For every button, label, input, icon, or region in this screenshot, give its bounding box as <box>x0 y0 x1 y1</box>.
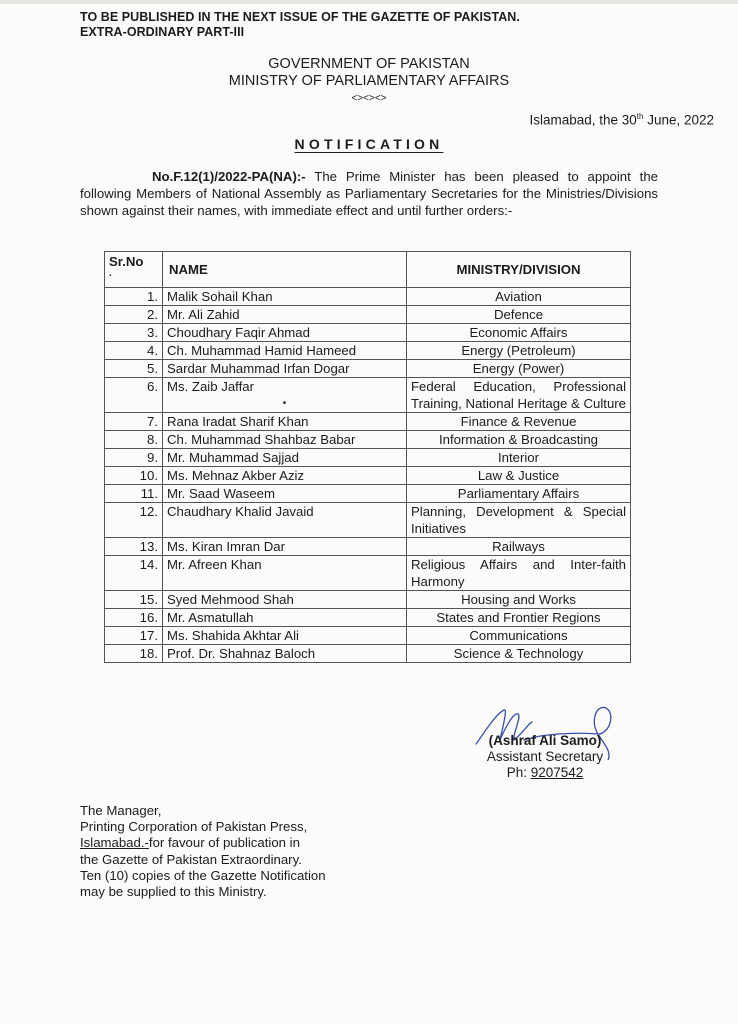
signatory-designation: Assistant Secretary <box>486 749 604 764</box>
ministry: Defence <box>407 306 631 324</box>
sr-no: 1. <box>105 288 163 306</box>
sr-no: 9. <box>105 449 163 467</box>
date-ordinal: th <box>636 112 644 121</box>
member-name: Mr. Afreen Khan <box>163 556 407 591</box>
member-name: Prof. Dr. Shahnaz Baloch <box>163 645 407 663</box>
signatory-block <box>470 733 620 781</box>
table-row <box>105 467 631 485</box>
ministry: Energy (Petroleum) <box>407 342 631 360</box>
intro-text: The Prime Minister has been pleased to appoint the following Members of National Assembly as Parliamentary Secretaries for the Ministries/Divisions shown against their names, with immediate effect and until further orders:- <box>80 169 658 218</box>
table-row <box>105 342 631 360</box>
sr-no: 12. <box>105 503 163 538</box>
address-line-6: may be supplied to this Ministry. <box>80 884 267 900</box>
address-line-1: The Manager, <box>80 803 162 818</box>
address-city: Islamabad.- <box>80 835 149 851</box>
table-row <box>105 556 631 591</box>
header-sr-dot: . <box>109 268 112 279</box>
header-sr-no <box>105 252 163 288</box>
sr-no: 13. <box>105 538 163 556</box>
appointments-table <box>104 251 631 663</box>
table-row <box>105 413 631 431</box>
sr-no: 7. <box>105 413 163 431</box>
phone-label: Ph: <box>506 765 531 780</box>
sr-no: 11. <box>105 485 163 503</box>
member-name: Choudhary Faqir Ahmad <box>163 324 407 342</box>
table-row <box>105 378 631 413</box>
signatory-name: (Ashraf Ali Samo) <box>488 733 602 748</box>
ministry: Religious Affairs and Inter-faith Harmony <box>407 556 631 591</box>
member-name: Mr. Ali Zahid <box>163 306 407 324</box>
table-row <box>105 485 631 503</box>
member-name: Ms. Kiran Imran Dar <box>163 538 407 556</box>
member-name: Mr. Saad Waseem <box>163 485 407 503</box>
publish-instruction-line-1: TO BE PUBLISHED IN THE NEXT ISSUE OF THE GAZETTE OF PAKISTAN. <box>80 10 520 24</box>
header-name: NAME <box>163 252 407 288</box>
ministry: Planning, Development & Special Initiatives <box>407 503 631 538</box>
ministry: Interior <box>407 449 631 467</box>
notification-title: NOTIFICATION <box>294 136 444 152</box>
sr-no: 16. <box>105 609 163 627</box>
member-name: Ms. Mehnaz Akber Aziz <box>163 467 407 485</box>
ministry: Railways <box>407 538 631 556</box>
member-name: Malik Sohail Khan <box>163 288 407 306</box>
sr-no: 10. <box>105 467 163 485</box>
date-suffix: June, 2022 <box>643 112 714 128</box>
signatory-phone <box>470 765 620 781</box>
address-line-3 <box>80 835 326 851</box>
sr-no: 5. <box>105 360 163 378</box>
date-prefix: Islamabad, the 30 <box>529 112 637 128</box>
ministry: Communications <box>407 627 631 645</box>
member-name: Ch. Muhammad Hamid Hameed <box>163 342 407 360</box>
ministry: Information & Broadcasting <box>407 431 631 449</box>
table-row <box>105 609 631 627</box>
ministry: Aviation <box>407 288 631 306</box>
sr-no: 18. <box>105 645 163 663</box>
table-row <box>105 503 631 538</box>
sr-no: 6. <box>105 378 163 413</box>
table-header-row <box>105 252 631 288</box>
table-row <box>105 431 631 449</box>
sr-no: 17. <box>105 627 163 645</box>
recipient-address <box>80 803 326 900</box>
member-name: Chaudhary Khalid Javaid <box>163 503 407 538</box>
intro-paragraph <box>80 168 658 219</box>
table-row <box>105 324 631 342</box>
member-name: Rana Iradat Sharif Khan <box>163 413 407 431</box>
table-row <box>105 591 631 609</box>
table-row <box>105 627 631 645</box>
table-row <box>105 449 631 467</box>
ministry: Economic Affairs <box>407 324 631 342</box>
member-name: Syed Mehmood Shah <box>163 591 407 609</box>
ministry: Federal Education, Professional Training, National Heritage & Culture <box>407 378 631 413</box>
notification-title-wrap <box>0 136 738 154</box>
ministry: Law & Justice <box>407 467 631 485</box>
stray-mark: • <box>282 398 287 409</box>
address-line-4: the Gazette of Pakistan Extraordinary. <box>80 851 302 867</box>
ministry: Parliamentary Affairs <box>407 485 631 503</box>
member-name: Mr. Asmatullah <box>163 609 407 627</box>
table-row <box>105 538 631 556</box>
member-name: Ms. Shahida Akhtar Ali <box>163 627 407 645</box>
ministry: States and Frontier Regions <box>407 609 631 627</box>
ministry: Energy (Power) <box>407 360 631 378</box>
issue-date <box>529 112 714 128</box>
scan-edge <box>0 0 738 4</box>
sr-no: 3. <box>105 324 163 342</box>
notification-reference: No.F.12(1)/2022-PA(NA):- <box>152 169 306 184</box>
header-sr-label: Sr.No <box>109 254 144 269</box>
member-name: Sardar Muhammad Irfan Dogar <box>163 360 407 378</box>
table-row <box>105 645 631 663</box>
table-row <box>105 306 631 324</box>
ministry-heading: MINISTRY OF PARLIAMENTARY AFFAIRS <box>228 73 510 89</box>
sr-no: 4. <box>105 342 163 360</box>
address-line-5: Ten (10) copies of the Gazette Notification <box>80 867 326 883</box>
member-name-cell <box>163 378 407 413</box>
sr-no: 14. <box>105 556 163 591</box>
publish-instruction-line-2: EXTRA-ORDINARY PART-III <box>80 25 245 39</box>
government-heading: GOVERNMENT OF PAKISTAN <box>268 56 470 72</box>
member-name: Ch. Muhammad Shahbaz Babar <box>163 431 407 449</box>
ministry: Finance & Revenue <box>407 413 631 431</box>
sr-no: 2. <box>105 306 163 324</box>
address-line-3-rest: for favour of publication in <box>148 835 300 851</box>
ministry: Science & Technology <box>407 645 631 663</box>
ministry: Housing and Works <box>407 591 631 609</box>
phone-number: 9207542 <box>530 765 584 780</box>
table-row <box>105 288 631 306</box>
table-row <box>105 360 631 378</box>
sr-no: 8. <box>105 431 163 449</box>
heading-separator: <><><> <box>351 93 387 104</box>
member-name: Ms. Zaib Jaffar <box>167 379 254 394</box>
sr-no: 15. <box>105 591 163 609</box>
member-name: Mr. Muhammad Sajjad <box>163 449 407 467</box>
address-line-2: Printing Corporation of Pakistan Press, <box>80 819 308 835</box>
header-ministry: MINISTRY/DIVISION <box>407 252 631 288</box>
